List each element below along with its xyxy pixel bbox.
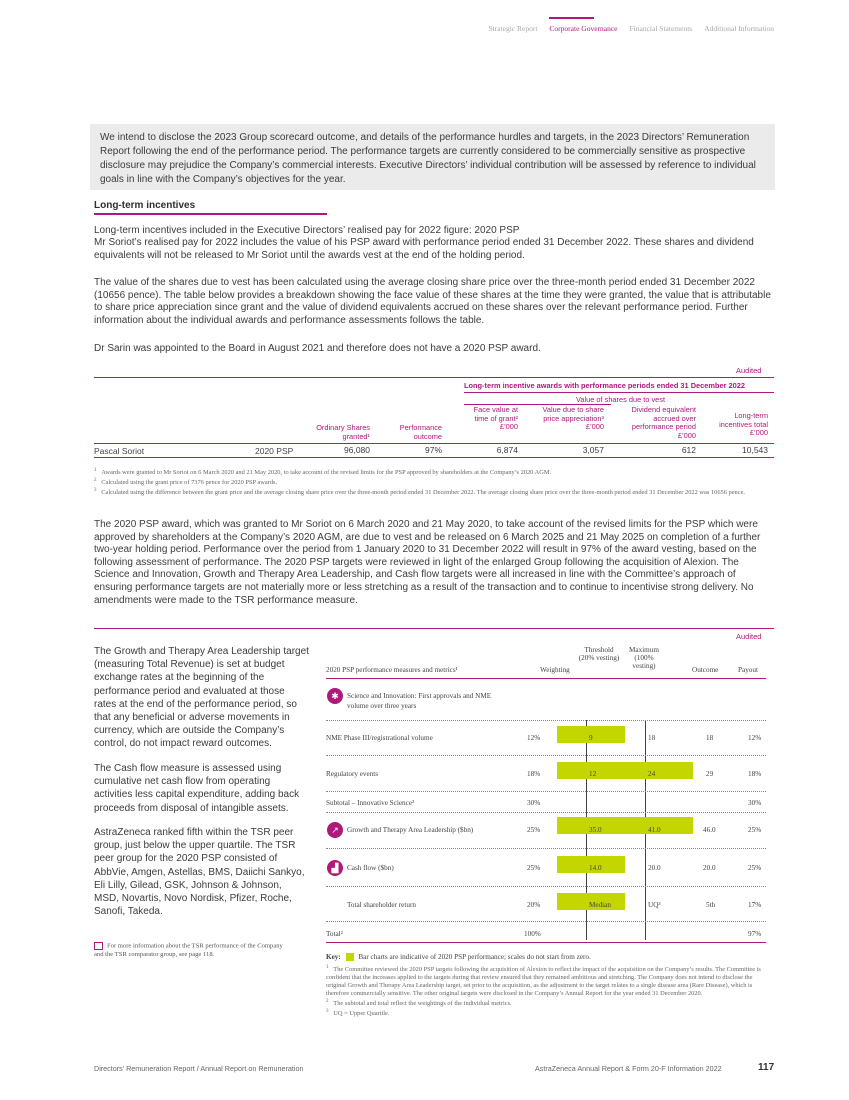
nav-financial-statements[interactable]: Financial Statements xyxy=(629,24,693,33)
performance-bar xyxy=(557,762,693,779)
table1-bottom-rule xyxy=(94,457,774,458)
t2-row-outcome: 20.0 xyxy=(703,864,716,872)
t2-row-weighting: 30% xyxy=(527,799,541,807)
t2-row-weighting: 100% xyxy=(524,930,541,938)
book-icon xyxy=(94,942,103,950)
t2-row-threshold: Median xyxy=(589,901,611,909)
th2-outcome: Outcome xyxy=(692,666,719,674)
table1-footnotes xyxy=(94,467,774,497)
nav-corporate-governance[interactable]: Corporate Governance xyxy=(549,24,618,33)
t2-row-outcome: 18 xyxy=(706,734,714,742)
t2-row-payout: 25% xyxy=(748,826,762,834)
th-appreciation: Value due to share price appreciation³ £’000 xyxy=(542,405,604,432)
t2-row-weighting: 25% xyxy=(527,826,541,834)
row-performance-outcome: 97% xyxy=(424,445,442,455)
table2-rule xyxy=(326,848,766,849)
subheading: Long-term incentives included in the Executive Directors’ realised pay for 2022 figure: 2020 PSP xyxy=(94,225,520,236)
t2-row-outcome: 46.0 xyxy=(703,826,716,834)
table2-header-rule xyxy=(326,678,766,679)
table1-audited-label: Audited xyxy=(736,366,762,375)
table2-rule xyxy=(326,921,766,922)
table2-top-rule xyxy=(94,628,774,629)
row-total: 10,543 xyxy=(742,445,768,455)
left-column-p3: AstraZeneca ranked fifth within the TSR peer group, just below the upper quartile. The TSR peer group for the 2020 PSP consisted of AbbVie, Amgen, Astellas, BMS, Daiichi Sankyo, Eli Lilly, Gilead, GSK, Johnson & Johnson, MSD, Novartis, Novo Nordisk, Pfizer, Roche, Sanofi, Takeda. xyxy=(94,827,305,918)
section-rule xyxy=(94,213,327,215)
table1-group-rule xyxy=(464,392,774,393)
table1-top-rule xyxy=(94,377,774,378)
t2-row-measure: Cash flow ($bn) xyxy=(347,864,394,872)
t2-row-payout: 17% xyxy=(748,901,762,909)
cash-flow-icon: ▟ xyxy=(327,860,343,876)
table2-rule xyxy=(326,812,766,813)
row-plan: 2020 PSP xyxy=(255,446,294,456)
table2-footnote: $^3$ UQ = Upper Quartile. xyxy=(326,1009,390,1018)
paragraph-3: Dr Sarin was appointed to the Board in August 2021 and therefore does not have a 2020 PSP award. xyxy=(94,343,541,354)
th2-weighting: Weighting xyxy=(540,666,570,674)
tsr-more-info-text: For more information about the TSR performance of the Company and the TSR comparator group, see page 118. xyxy=(94,942,283,959)
table1-footnote: $^1$ Awards were granted to Mr Soriot on 6 March 2020 and 21 May 2020, to take account of the revised limits for the PSP approved by shareholders at the Company’s 2020 AGM. xyxy=(94,468,552,477)
t2-row-measure: Growth and Therapy Area Leadership ($bn) xyxy=(347,826,474,834)
th2-maximum: Maximum (100% vesting) xyxy=(629,646,659,670)
row-face-value: 6,874 xyxy=(496,445,518,455)
table1-footnote: $^2$ Calculated using the grant price of 7376 pence for 2020 PSP awards. xyxy=(94,478,278,487)
th-dividend: Dividend equivalent accrued over performance period £’000 xyxy=(631,405,696,440)
key-text: Bar charts are indicative of 2020 PSP performance; scales do not start from zero. xyxy=(358,953,591,961)
table2-rule xyxy=(326,791,766,792)
th-face-value: Face value at time of grant² £’000 xyxy=(473,405,518,432)
paragraph-4: The 2020 PSP award, which was granted to Mr Soriot on 6 March 2020 and 21 May 2020, to take account of the revised limits for the PSP which were approved by shareholders at the Company’s 2020 AGM, are due to vest and be released on 6 March 2025 and 21 May 2025 on completion of a further two-year holding period. Performance over the period from 1 January 2020 to 31 December 2022 will result in 97% of the award vesting, based on the following assessment of performance. The 2020 PSP targets were reviewed in light of the enlarged Group following the acquisition of Alexion. The Science and Innovation, Growth and Therapy Area Leadership, and Cash flow targets were all increased in line with the Committee’s approach of ensuring performance targets are not materially more or less stretching as a result of the transaction and to continue to incentivise strong delivery. No amendments were made to the TSR performance measure. xyxy=(94,519,761,606)
table1-group-title: Long-term incentive awards with performance periods ended 31 December 2022 xyxy=(464,381,745,390)
section-heading: Long-term incentives xyxy=(94,200,196,211)
row-appreciation: 3,057 xyxy=(582,445,604,455)
tsr-more-info[interactable] xyxy=(94,942,294,960)
table1-subgroup-title: Value of shares due to vest xyxy=(576,395,666,404)
row-name: Pascal Soriot xyxy=(94,446,145,456)
table1-header-rule xyxy=(94,443,774,444)
t2-row-maximum: 41.0 xyxy=(648,826,661,834)
nav-additional-information[interactable]: Additional Information xyxy=(704,24,774,33)
science-heading: Science and Innovation: First approvals and NME volume over three years xyxy=(347,692,492,710)
th2-measure: 2020 PSP performance measures and metrics¹ xyxy=(326,666,458,674)
paragraph-1: Mr Soriot’s realised pay for 2022 includes the value of his PSP award with performance period ended 31 December 2022. These shares and dividend equivalents will not be released to Mr Soriot until the awards vest at the end of the holding period. xyxy=(94,237,754,261)
nav-strategic-report[interactable]: Strategic Report xyxy=(488,24,538,33)
performance-bar xyxy=(557,817,693,834)
top-navigation xyxy=(488,24,774,33)
th2-payout: Payout xyxy=(738,666,758,674)
intro-text: We intend to disclose the 2023 Group scorecard outcome, and details of the performance hurdles and targets, in the 2023 Directors’ Remuneration Report following the end of the performance period. The performance targets are currently considered to be commercially sensitive as prospective disclosure may prejudice the Company’s commercial interests. Executive Directors’ individual contribution will be assessed by reference to individual goals in line with the Company’s objectives for the year. xyxy=(100,132,756,185)
t2-row-payout: 18% xyxy=(748,770,762,778)
table2-bottom-rule xyxy=(326,942,766,943)
footer-left: Directors’ Remuneration Report / Annual Report on Remuneration xyxy=(94,1064,304,1073)
left-column-p2: The Cash flow measure is assessed using cumulative net cash flow from operating activities less capital expenditure, adding back proceeds from disposal of intangible assets. xyxy=(94,763,300,814)
th-ordinary-shares: Ordinary Shares granted¹ xyxy=(316,423,370,441)
t2-row-threshold: 9 xyxy=(589,734,593,742)
t2-row-measure: Regulatory events xyxy=(326,770,379,778)
t2-row-outcome: 29 xyxy=(706,770,714,778)
intro-callout xyxy=(90,124,775,190)
t2-row-payout: 30% xyxy=(748,799,762,807)
row-dividend: 612 xyxy=(681,445,696,455)
table1-footnote: $^3$ Calculated using the difference between the grant price and the average closing share price over the three-month period ended 31 December 2022. The average closing share price over the three-month period ended 31 December 2022 was 10656 pence. xyxy=(94,488,746,497)
t2-row-payout: 25% xyxy=(748,864,762,872)
table2-footnote: $^1$ The Committee reviewed the 2020 PSP targets following the acquisition of Alexion to reflect the impact of the acquisition on the Company’s results. The Committee is confident that the increases applied to the targets during that review ensured that they remained ambitious and stretching. The Company does not intend to disclose the original Growth and Therapy Area Leadership target, set prior to the acquisition, as the adjustment to the target relates to a single disease area (Rare Disease), which is therefore commercially sensitive. The other original targets were disclosed in the Company’s Annual Report for the year ended 31 December 2020. xyxy=(326,965,761,998)
table2-key xyxy=(326,953,771,961)
t2-row-measure: Total shareholder return xyxy=(347,901,416,909)
t2-row-maximum: UQ³ xyxy=(648,901,661,909)
t2-row-measure: NME Phase III/registrational volume xyxy=(326,734,433,742)
t2-row-payout: 97% xyxy=(748,930,762,938)
left-column-p1: The Growth and Therapy Area Leadership target (measuring Total Revenue) is set at budget exchange rates at the beginning of the performance period and evaluated at those rates at the end of the performance period, so that any beneficial or adverse movements in currency, which are outside the Company’s control, do not impact reward outcomes. xyxy=(94,646,309,750)
table2-audited-label: Audited xyxy=(736,632,762,641)
t2-row-measure: Subtotal – Innovative Science² xyxy=(326,799,415,807)
t2-row-maximum: 24 xyxy=(648,770,656,778)
t2-row-payout: 12% xyxy=(748,734,762,742)
t2-row-weighting: 12% xyxy=(527,734,541,742)
row-ordinary-shares: 96,080 xyxy=(344,445,370,455)
t2-row-maximum: 18 xyxy=(648,734,656,742)
t2-row-measure: Total² xyxy=(326,930,343,938)
key-swatch xyxy=(346,953,354,961)
th2-threshold: Threshold (20% vesting) xyxy=(578,646,620,662)
table2-rule xyxy=(326,886,766,887)
footer-right: AstraZeneca Annual Report & Form 20-F Information 2022 xyxy=(535,1064,722,1073)
t2-row-weighting: 25% xyxy=(527,864,541,872)
t2-row-weighting: 18% xyxy=(527,770,541,778)
table2-rule xyxy=(326,755,766,756)
th-total: Long-term incentives total £’000 xyxy=(719,411,768,438)
t2-row-weighting: 20% xyxy=(527,901,541,909)
t2-row-threshold: 12 xyxy=(589,770,597,778)
t2-row-threshold: 35.0 xyxy=(589,826,602,834)
table2-footnote: $^2$ The subtotal and total reflect the weightings of the individual metrics. xyxy=(326,999,512,1008)
science-icon: ✱ xyxy=(327,688,343,704)
table2-rule xyxy=(326,720,766,721)
table2-footnotes xyxy=(326,964,771,1018)
page-number: 117 xyxy=(758,1062,775,1073)
growth-icon: ↗ xyxy=(327,822,343,838)
th-performance-outcome: Performance outcome xyxy=(399,423,442,441)
t2-row-outcome: 5th xyxy=(706,901,716,909)
t2-row-threshold: 14.0 xyxy=(589,864,602,872)
paragraph-2: The value of the shares due to vest has been calculated using the average closing share price over the three-month period ended 31 December 2022 (10656 pence). The table below provides a breakdown showing the face value of these shares at the time they were granted, the value that is attributable to share price appreciation since grant and the value of dividend equivalents accrued on these shares over the relevant performance period. Further information about the individual awards and performance assessments follows the table. xyxy=(94,277,771,326)
t2-row-maximum: 20.0 xyxy=(648,864,661,872)
key-label: Key: xyxy=(326,953,341,961)
